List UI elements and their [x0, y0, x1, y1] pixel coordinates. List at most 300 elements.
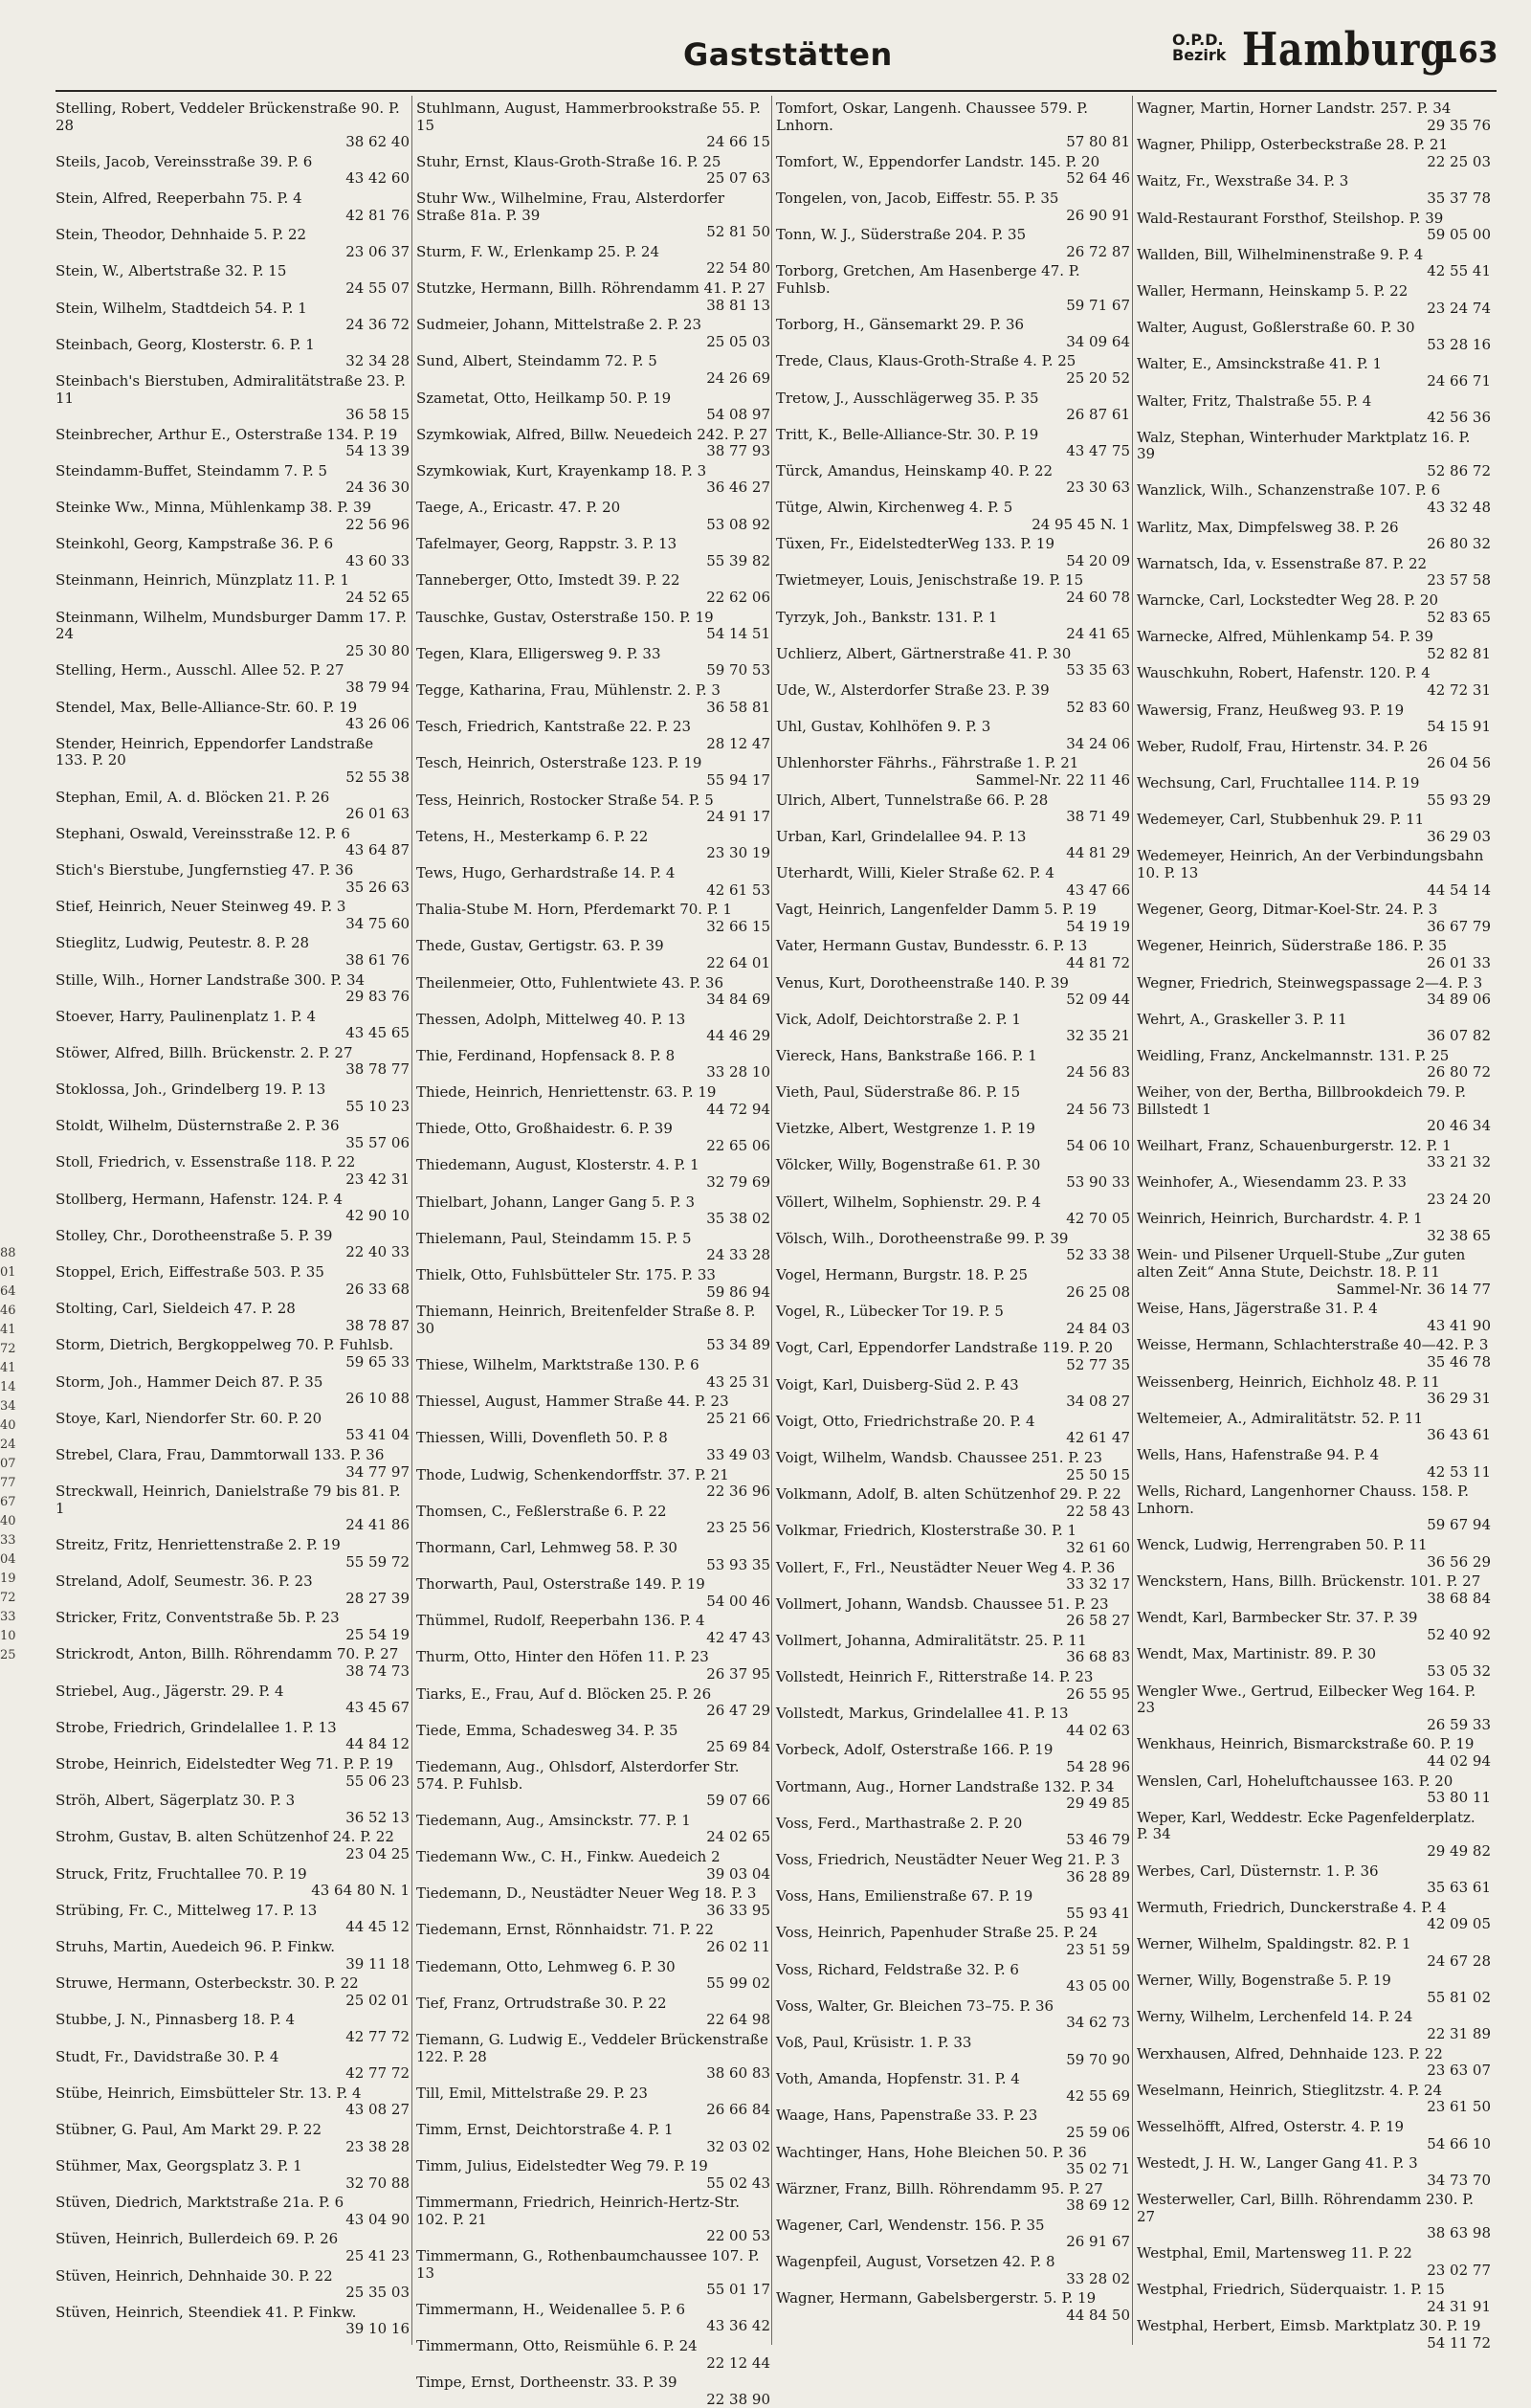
- listing-entry: [776, 2035, 1130, 2068]
- entry-phone-number: 59 71 67: [1066, 296, 1130, 314]
- entry-name-address: Westphal, Herbert, Eimsb. Marktplatz 30. P. 19: [1137, 2317, 1481, 2335]
- entry-name-address: Weinhofer, A., Wiesendamm 23. P. 33: [1137, 1173, 1407, 1192]
- entry-phone-number: 38 60 83: [706, 2064, 770, 2083]
- entry-phone-number: 32 70 88: [345, 2174, 410, 2192]
- entry-name-address: Tomfort, Oskar, Langenh. Chaussee 579. P. Lnhorn.: [776, 100, 1089, 134]
- entry-name-address: Steinmann, Heinrich, Münzplatz 11. P. 1: [55, 571, 350, 590]
- listing-entry: [1137, 739, 1491, 772]
- entry-phone-number: 53 35 63: [1066, 661, 1130, 680]
- entry-phone-number: 24 41 65: [1066, 625, 1130, 643]
- listing-entry: [1137, 592, 1491, 626]
- listing-entry: [776, 682, 1130, 716]
- listing-entry: [776, 154, 1130, 188]
- entry-name-address: Stendel, Max, Belle-Alliance-Str. 60. P. 19: [55, 698, 358, 716]
- listing-entry: [1137, 520, 1491, 553]
- listing-entry: [1137, 1863, 1491, 1897]
- entry-name-address: Vollstedt, Markus, Grindelallee 41. P. 13: [776, 1705, 1069, 1723]
- entry-name-address: Thielbart, Johann, Langer Gang 5. P. 3: [416, 1193, 696, 1211]
- entry-name-address: Steinbrecher, Arthur E., Osterstraße 134. P. 19: [55, 425, 398, 443]
- listing-entry: [55, 536, 410, 569]
- entry-name-address: Thiese, Wilhelm, Marktstraße 130. P. 6: [416, 1355, 699, 1373]
- entry-name-address: Tief, Franz, Ortrudstraße 30. P. 22: [416, 1994, 667, 2012]
- entry-phone-number: 35 26 63: [345, 878, 410, 896]
- listing-column-2: [416, 100, 770, 2408]
- entry-name-address: Thielk, Otto, Fuhlsbütteler Str. 175. P. 33: [416, 1266, 716, 1283]
- entry-name-address: Vollmert, Johanna, Admiralitätstr. 25. P. 11: [776, 1631, 1087, 1649]
- entry-phone-number: 44 72 94: [706, 1100, 770, 1118]
- entry-phone-number: 38 68 84: [1427, 1589, 1491, 1607]
- listing-entry: [776, 1633, 1130, 1666]
- entry-phone-number: 52 40 92: [1427, 1625, 1491, 1643]
- listing-entry: [55, 700, 410, 733]
- entry-name-address: Thessen, Adolph, Mittelweg 40. P. 13: [416, 1010, 686, 1028]
- listing-entry: [1137, 1610, 1491, 1643]
- entry-name-address: Westphal, Friedrich, Süderquaistr. 1. P. 15: [1137, 2281, 1445, 2299]
- entry-name-address: Tongelen, von, Jacob, Eiffestr. 55. P. 35: [776, 189, 1059, 207]
- listing-entry: [776, 500, 1130, 533]
- entry-phone-number: 23 04 25: [345, 1845, 410, 1862]
- entry-name-address: Stein, Theodor, Dehnhaide 5. P. 22: [55, 226, 307, 244]
- entry-name-address: Trede, Claus, Klaus-Groth-Straße 4. P. 25: [776, 352, 1076, 370]
- entry-phone-number: 43 26 06: [345, 715, 410, 733]
- listing-entry: [1137, 1573, 1491, 1607]
- listing-entry: [1137, 2245, 1491, 2279]
- entry-phone-number: 22 36 96: [706, 1483, 770, 1501]
- entry-phone-number: 57 80 81: [1066, 133, 1130, 151]
- entry-phone-number: 53 46 79: [1066, 1831, 1130, 1849]
- entry-phone-number: 22 38 90: [706, 2390, 770, 2408]
- listing-entry: [776, 1304, 1130, 1337]
- entry-phone-number: 38 81 13: [706, 296, 770, 314]
- listing-entry: [55, 935, 410, 969]
- entry-phone-number: 25 35 03: [345, 2284, 410, 2302]
- entry-phone-number: 24 91 17: [706, 808, 770, 826]
- entry-phone-number: 22 64 01: [706, 953, 770, 971]
- listing-entry: [1137, 629, 1491, 662]
- entry-name-address: Voss, Walter, Gr. Bleichen 73–75. P. 36: [776, 1996, 1054, 2015]
- entry-name-address: Tesch, Heinrich, Osterstraße 123. P. 19: [416, 754, 702, 772]
- entry-phone-number: 38 74 73: [345, 1662, 410, 1681]
- entry-phone-number: 44 81 29: [1066, 844, 1130, 862]
- entry-phone-number: 59 65 33: [345, 1352, 410, 1371]
- margin-fragment: 24: [0, 1438, 16, 1452]
- entry-phone-number: 26 80 32: [1427, 535, 1491, 553]
- entry-phone-number: 43 32 48: [1427, 499, 1491, 517]
- entry-name-address: Weissenberg, Heinrich, Eichholz 48. P. 11: [1137, 1372, 1440, 1391]
- entry-name-address: Waller, Hermann, Heinskamp 5. P. 22: [1137, 281, 1409, 300]
- listing-entry: [416, 1084, 770, 1118]
- listing-entry: [55, 972, 410, 1006]
- listing-entry: [416, 938, 770, 971]
- entry-phone-number: 23 30 19: [706, 844, 770, 862]
- listing-entry: [776, 1012, 1130, 1045]
- entry-name-address: Szymkowiak, Kurt, Krayenkamp 18. P. 3: [416, 461, 707, 479]
- listing-entry: [1137, 1773, 1491, 1807]
- entry-phone-number: 34 08 27: [1066, 1393, 1130, 1411]
- entry-phone-number: 54 06 10: [1066, 1136, 1130, 1154]
- entry-name-address: Tyrzyk, Joh., Bankstr. 131. P. 1: [776, 608, 998, 626]
- entry-phone-number: 59 70 90: [1066, 2050, 1130, 2068]
- entry-name-address: Völcker, Willy, Bogenstraße 61. P. 30: [776, 1156, 1041, 1174]
- entry-phone-number: 52 64 46: [1066, 169, 1130, 188]
- entry-name-address: Ulrich, Albert, Tunnelstraße 66. P. 28: [776, 791, 1049, 809]
- listing-entry: [776, 719, 1130, 752]
- entry-name-address: Vietzke, Albert, Westgrenze 1. P. 19: [776, 1120, 1035, 1138]
- entry-name-address: Vortmann, Aug., Horner Landstraße 132. P. 34: [776, 1777, 1115, 1795]
- entry-phone-number: 43 08 27: [345, 2101, 410, 2119]
- entry-phone-number: 35 37 78: [1427, 189, 1491, 207]
- entry-phone-number: 39 10 16: [345, 2320, 410, 2338]
- listing-entry: [776, 1669, 1130, 1703]
- listing-entry: [416, 1430, 770, 1463]
- entry-phone-number: 55 10 23: [345, 1097, 410, 1115]
- listing-entry: [55, 337, 410, 370]
- listing-entry: [416, 2032, 770, 2083]
- entry-phone-number: Sammel-Nr. 22 11 46: [975, 770, 1130, 789]
- listing-entry: [55, 1374, 410, 1408]
- entry-phone-number: 35 63 61: [1427, 1879, 1491, 1897]
- listing-entry: [55, 1337, 410, 1371]
- entry-name-address: Westedt, J. H. W., Langer Gang 41. P. 3: [1137, 2154, 1418, 2173]
- entry-phone-number: 24 84 03: [1066, 1319, 1130, 1337]
- listing-entry: [55, 1610, 410, 1643]
- listing-entry: [776, 1157, 1130, 1191]
- entry-phone-number: 24 26 69: [706, 368, 770, 387]
- listing-entry: [416, 500, 770, 533]
- entry-name-address: Wendt, Karl, Barmbecker Str. 37. P. 39: [1137, 1609, 1418, 1627]
- entry-name-address: Tess, Heinrich, Rostocker Straße 54. P. 5: [416, 791, 714, 809]
- entry-phone-number: 36 43 61: [1427, 1426, 1491, 1444]
- listing-entry: [416, 317, 770, 350]
- entry-name-address: Ströh, Albert, Sägerplatz 30. P. 3: [55, 1792, 296, 1810]
- listing-entry: [55, 373, 410, 424]
- entry-name-address: Vater, Hermann Gustav, Bundesstr. 6. P. 13: [776, 937, 1088, 955]
- entry-phone-number: 36 58 15: [345, 406, 410, 424]
- listing-entry: [416, 572, 770, 606]
- entry-phone-number: 32 35 21: [1066, 1027, 1130, 1045]
- entry-name-address: Sudmeier, Johann, Mittelstraße 2. P. 23: [416, 316, 702, 334]
- listing-entry: [55, 1447, 410, 1481]
- entry-name-address: Waitz, Fr., Wexstraße 34. P. 3: [1137, 172, 1349, 190]
- entry-phone-number: 55 06 23: [345, 1772, 410, 1790]
- listing-entry: [1137, 393, 1491, 427]
- entry-phone-number: 44 81 72: [1066, 953, 1130, 971]
- entry-phone-number: 38 61 76: [345, 950, 410, 969]
- entry-name-address: Strickrodt, Anton, Billh. Röhrendamm 70. P. 27: [55, 1645, 399, 1663]
- entry-phone-number: 33 28 10: [706, 1063, 770, 1081]
- column-divider: [771, 96, 772, 2345]
- listing-entry: [416, 975, 770, 1009]
- entry-phone-number: 33 28 02: [1066, 2269, 1130, 2287]
- margin-fragment: 01: [0, 1265, 16, 1280]
- listing-entry: [776, 1267, 1130, 1301]
- entry-phone-number: 24 02 65: [706, 1828, 770, 1846]
- listing-entry: [1137, 1537, 1491, 1571]
- entry-name-address: Thiemann, Heinrich, Breitenfelder Straße 8. P. 30: [416, 1303, 756, 1337]
- entry-name-address: Stöwer, Alfred, Billh. Brückenstr. 2. P. 27: [55, 1043, 353, 1061]
- entry-phone-number: 36 29 31: [1427, 1390, 1491, 1408]
- entry-phone-number: 44 84 50: [1066, 2306, 1130, 2324]
- entry-phone-number: 36 29 03: [1427, 827, 1491, 845]
- entry-phone-number: 55 81 02: [1427, 1988, 1491, 2006]
- margin-fragment: 40: [0, 1514, 16, 1528]
- entry-name-address: Vollstedt, Heinrich F., Ritterstraße 14. P. 23: [776, 1668, 1094, 1686]
- listing-entry: [416, 755, 770, 789]
- listing-entry: [55, 1118, 410, 1151]
- entry-phone-number: 55 93 41: [1066, 1904, 1130, 1922]
- listing-entry: [55, 1081, 410, 1115]
- listing-entry: [55, 100, 410, 151]
- entry-name-address: Storm, Dietrich, Bergkoppelweg 70. P. Fuhlsb.: [55, 1336, 394, 1354]
- listing-entry: [776, 2107, 1130, 2141]
- entry-phone-number: 36 46 27: [706, 479, 770, 497]
- entry-phone-number: 20 46 34: [1427, 1117, 1491, 1135]
- entry-name-address: Weisse, Hermann, Schlachterstraße 40—42. P. 3: [1137, 1336, 1489, 1354]
- entry-name-address: Thiede, Otto, Großhaidestr. 6. P. 39: [416, 1120, 673, 1138]
- listing-entry: [416, 1885, 770, 1919]
- entry-phone-number: 55 93 29: [1427, 791, 1491, 809]
- listing-entry: [1137, 775, 1491, 809]
- listing-entry: [55, 1975, 410, 2009]
- listing-entry: [776, 263, 1130, 314]
- entry-name-address: Stutzke, Hermann, Billh. Röhrendamm 41. P. 27: [416, 279, 766, 297]
- entry-phone-number: 26 02 11: [706, 1937, 770, 1955]
- entry-phone-number: 43 47 75: [1066, 442, 1130, 460]
- entry-phone-number: 55 01 17: [706, 2281, 770, 2299]
- entry-phone-number: 38 63 98: [1427, 2224, 1491, 2242]
- entry-phone-number: 22 58 43: [1066, 1502, 1130, 1520]
- margin-fragment: 88: [0, 1246, 16, 1260]
- listing-entry: [416, 280, 770, 314]
- entry-name-address: Tütge, Alwin, Kirchenweg 4. P. 5: [776, 499, 1013, 517]
- listing-entry: [776, 1852, 1130, 1885]
- listing-entry: [416, 1686, 770, 1720]
- entry-name-address: Tafelmayer, Georg, Rappstr. 3. P. 13: [416, 535, 677, 553]
- listing-entry: [416, 1394, 770, 1427]
- listing-entry: [1137, 1174, 1491, 1208]
- entry-name-address: Torborg, H., Gänsemarkt 29. P. 36: [776, 316, 1025, 334]
- entry-phone-number: 25 69 84: [706, 1738, 770, 1756]
- listing-entry: [416, 2338, 770, 2372]
- entry-phone-number: 22 31 89: [1427, 2024, 1491, 2042]
- entry-name-address: Wendt, Max, Martinistr. 89. P. 30: [1137, 1645, 1377, 1663]
- listing-entry: [1137, 1247, 1491, 1298]
- entry-name-address: Striebel, Aug., Jägerstr. 29. P. 4: [55, 1682, 284, 1700]
- listing-entry: [55, 500, 410, 533]
- entry-name-address: Wells, Hans, Hafenstraße 94. P. 4: [1137, 1445, 1380, 1463]
- entry-phone-number: 24 66 71: [1427, 371, 1491, 390]
- entry-name-address: Stollberg, Hermann, Hafenstr. 124. P. 4: [55, 1190, 344, 1208]
- listing-entry: [1137, 2083, 1491, 2116]
- entry-phone-number: 32 79 69: [706, 1173, 770, 1192]
- entry-name-address: Voth, Amanda, Hopfenstr. 31. P. 4: [776, 2070, 1020, 2088]
- entry-phone-number: 24 31 91: [1427, 2297, 1491, 2315]
- entry-name-address: Thümmel, Rudolf, Reeperbahn 136. P. 4: [416, 1612, 705, 1630]
- entry-name-address: Tiarks, E., Frau, Auf d. Blöcken 25. P. 26: [416, 1684, 712, 1703]
- entry-name-address: Voss, Friedrich, Neustädter Neuer Weg 21. P. 3: [776, 1851, 1121, 1868]
- entry-phone-number: 42 61 47: [1066, 1429, 1130, 1447]
- listing-entry: [776, 1450, 1130, 1483]
- entry-phone-number: 22 00 53: [706, 2227, 770, 2245]
- listing-entry: [776, 2218, 1130, 2251]
- entry-name-address: Weise, Hans, Jägerstraße 31. P. 4: [1137, 1300, 1378, 1318]
- listing-entry: [1137, 1447, 1491, 1481]
- margin-fragment: 72: [0, 1342, 16, 1356]
- listing-entry: [55, 662, 410, 696]
- entry-phone-number: 53 41 04: [345, 1426, 410, 1444]
- entry-phone-number: 24 36 72: [345, 316, 410, 334]
- margin-fragment: 07: [0, 1457, 16, 1471]
- entry-phone-number: 54 13 39: [345, 442, 410, 460]
- listing-entry: [776, 1486, 1130, 1520]
- entry-name-address: Tomfort, W., Eppendorfer Landstr. 145. P. 20: [776, 152, 1100, 170]
- entry-name-address: Wenckstern, Hans, Billh. Brückenstr. 101. P. 27: [1137, 1572, 1481, 1591]
- listing-entry: [55, 1537, 410, 1571]
- listing-entry: [1137, 2119, 1491, 2152]
- listing-entry: [1137, 1483, 1491, 1534]
- entry-name-address: Stoye, Karl, Niendorfer Str. 60. P. 20: [55, 1409, 322, 1427]
- entry-name-address: Tesch, Friedrich, Kantstraße 22. P. 23: [416, 718, 692, 736]
- entry-name-address: Weper, Karl, Weddestr. Ecke Pagenfelderplatz. P. 34: [1137, 1808, 1476, 1843]
- entry-name-address: Wenslen, Carl, Hoheluftchaussee 163. P. 20: [1137, 1772, 1453, 1790]
- entry-phone-number: 38 62 40: [345, 133, 410, 151]
- entry-name-address: Werner, Willy, Bogenstraße 5. P. 19: [1137, 1972, 1391, 1990]
- entry-phone-number: 42 61 53: [706, 881, 770, 899]
- entry-name-address: Völlert, Wilhelm, Sophienstr. 29. P. 4: [776, 1193, 1041, 1211]
- entry-name-address: Stein, Alfred, Reeperbahn 75. P. 4: [55, 189, 302, 207]
- entry-phone-number: 22 40 33: [345, 1243, 410, 1261]
- entry-name-address: Westerweller, Carl, Billh. Röhrendamm 230. P. 27: [1137, 2191, 1475, 2225]
- listing-entry: [55, 1301, 410, 1334]
- entry-name-address: Warlitz, Max, Dimpfelsweg 38. P. 26: [1137, 518, 1399, 536]
- listing-entry: [416, 829, 770, 862]
- entry-phone-number: 25 21 66: [706, 1409, 770, 1427]
- listing-entry: [416, 1157, 770, 1191]
- entry-name-address: Volkmann, Adolf, B. alten Schützenhof 29. P. 22: [776, 1485, 1121, 1504]
- listing-entry: [55, 1829, 410, 1862]
- entry-phone-number: 24 95 45 N. 1: [1032, 515, 1130, 533]
- entry-name-address: Thie, Ferdinand, Hopfensack 8. P. 8: [416, 1046, 676, 1064]
- entry-name-address: Tauschke, Gustav, Osterstraße 150. P. 19: [416, 608, 714, 626]
- listing-entry: [416, 1504, 770, 1537]
- listing-entry: [776, 610, 1130, 643]
- entry-phone-number: 52 83 65: [1427, 608, 1491, 626]
- listing-entry: [1137, 1646, 1491, 1680]
- listing-entry: [416, 1959, 770, 1993]
- listing-entry: [416, 427, 770, 460]
- listing-entry: [416, 1267, 770, 1301]
- listing-entry: [1137, 2282, 1491, 2315]
- margin-fragment: 14: [0, 1380, 16, 1394]
- entry-name-address: Taege, A., Ericastr. 47. P. 20: [416, 499, 621, 517]
- listing-entry: [776, 1194, 1130, 1228]
- entry-name-address: Wein- und Pilsener Urquell-Stube „Zur guten alten Zeit“ Anna Stute, Deichstr. 18. P. 11: [1137, 1246, 1466, 1281]
- entry-name-address: Stelling, Robert, Veddeler Brückenstraße 90. P. 28: [55, 100, 400, 134]
- entry-name-address: Stein, Wilhelm, Stadtdeich 54. P. 1: [55, 299, 307, 317]
- entry-name-address: Werny, Wilhelm, Lerchenfeld 14. P. 24: [1137, 2008, 1413, 2026]
- entry-name-address: Wagener, Carl, Wendenstr. 156. P. 35: [776, 2216, 1045, 2234]
- entry-name-address: Torborg, Gretchen, Am Hasenberge 47. P. Fuhlsb.: [776, 262, 1080, 297]
- entry-name-address: Weilhart, Franz, Schauenburgerstr. 12. P. 1: [1137, 1136, 1452, 1154]
- listing-entry: [1137, 356, 1491, 390]
- entry-phone-number: 23 42 31: [345, 1171, 410, 1189]
- entry-name-address: Warnecke, Alfred, Mühlenkamp 54. P. 39: [1137, 628, 1433, 646]
- entry-name-address: Tegge, Katharina, Frau, Mühlenstr. 2. P. 3: [416, 681, 721, 699]
- listing-entry: [416, 536, 770, 569]
- entry-phone-number: 43 45 65: [345, 1024, 410, 1042]
- entry-name-address: Thode, Ludwig, Schenkendorffstr. 37. P. 21: [416, 1465, 729, 1483]
- listing-entry: [416, 1194, 770, 1228]
- margin-fragment: 33: [0, 1610, 16, 1624]
- entry-name-address: Stoldt, Wilhelm, Düsternstraße 2. P. 36: [55, 1117, 340, 1135]
- entry-phone-number: 55 99 02: [706, 1974, 770, 1993]
- entry-phone-number: 59 67 94: [1427, 1516, 1491, 1534]
- entry-name-address: Warnatsch, Ida, v. Essenstraße 87. P. 22: [1137, 554, 1428, 572]
- listing-entry: [1137, 1337, 1491, 1371]
- listing-column-1: [55, 100, 410, 2345]
- entry-name-address: Wauschkuhn, Robert, Hafenstr. 120. P. 4: [1137, 664, 1431, 682]
- entry-phone-number: 52 83 60: [1066, 698, 1130, 716]
- listing-entry: [776, 792, 1130, 826]
- entry-name-address: Venus, Kurt, Dorotheenstraße 140. P. 39: [776, 973, 1069, 992]
- entry-phone-number: 54 11 72: [1427, 2334, 1491, 2352]
- entry-phone-number: 26 10 88: [345, 1390, 410, 1408]
- entry-name-address: Weidling, Franz, Anckelmannstr. 131. P. 25: [1137, 1046, 1450, 1064]
- listing-entry: [416, 1231, 770, 1264]
- listing-entry: [776, 1779, 1130, 1813]
- entry-name-address: Voigt, Otto, Friedrichstraße 20. P. 4: [776, 1412, 1035, 1430]
- entry-phone-number: 52 81 50: [706, 223, 770, 241]
- entry-phone-number: 26 59 33: [1427, 1715, 1491, 1733]
- listing-entry: [776, 902, 1130, 935]
- entry-phone-number: 42 72 31: [1427, 681, 1491, 699]
- entry-phone-number: 25 20 52: [1066, 368, 1130, 387]
- listing-entry: [416, 719, 770, 752]
- entry-name-address: Thiessen, Willi, Dovenfleth 50. P. 8: [416, 1429, 668, 1447]
- entry-name-address: Tegen, Klara, Elligersweg 9. P. 33: [416, 644, 661, 662]
- entry-name-address: Voss, Richard, Feldstraße 32. P. 6: [776, 1960, 1019, 1978]
- entry-phone-number: 53 28 16: [1427, 335, 1491, 353]
- entry-name-address: Vick, Adolf, Deichtorstraße 2. P. 1: [776, 1010, 1021, 1028]
- listing-entry: [55, 899, 410, 932]
- listing-entry: [776, 2181, 1130, 2215]
- entry-phone-number: 23 02 77: [1427, 2261, 1491, 2279]
- entry-phone-number: 59 70 53: [706, 661, 770, 680]
- listing-entry: [1137, 247, 1491, 280]
- entry-name-address: Stoklossa, Joh., Grindelberg 19. P. 13: [55, 1081, 326, 1099]
- listing-entry: [55, 190, 410, 224]
- entry-name-address: Stender, Heinrich, Eppendorfer Landstraße 133. P. 20: [55, 734, 374, 769]
- margin-fragment: 77: [0, 1476, 16, 1490]
- entry-phone-number: 43 05 00: [1066, 1977, 1130, 1996]
- entry-phone-number: 54 66 10: [1427, 2134, 1491, 2152]
- entry-phone-number: 44 84 12: [345, 1735, 410, 1753]
- listing-entry: [1137, 938, 1491, 971]
- listing-entry: [416, 1813, 770, 1846]
- listing-column-4: [1137, 100, 1491, 2352]
- entry-phone-number: 34 24 06: [1066, 734, 1130, 752]
- entry-phone-number: 35 02 71: [1066, 2160, 1130, 2178]
- entry-name-address: Wermuth, Friedrich, Dunckerstraße 4. P. 4: [1137, 1898, 1447, 1916]
- district-label: [1172, 33, 1226, 63]
- entry-name-address: Stich's Bierstube, Jungfernstieg 47. P. 36: [55, 860, 354, 879]
- listing-entry: [416, 190, 770, 241]
- entry-phone-number: 35 57 06: [345, 1133, 410, 1151]
- entry-name-address: Wachtinger, Hans, Hohe Bleichen 50. P. 36: [776, 2143, 1087, 2161]
- entry-phone-number: 43 42 60: [345, 169, 410, 188]
- entry-phone-number: 53 93 35: [706, 1555, 770, 1573]
- listing-entry: [1137, 702, 1491, 736]
